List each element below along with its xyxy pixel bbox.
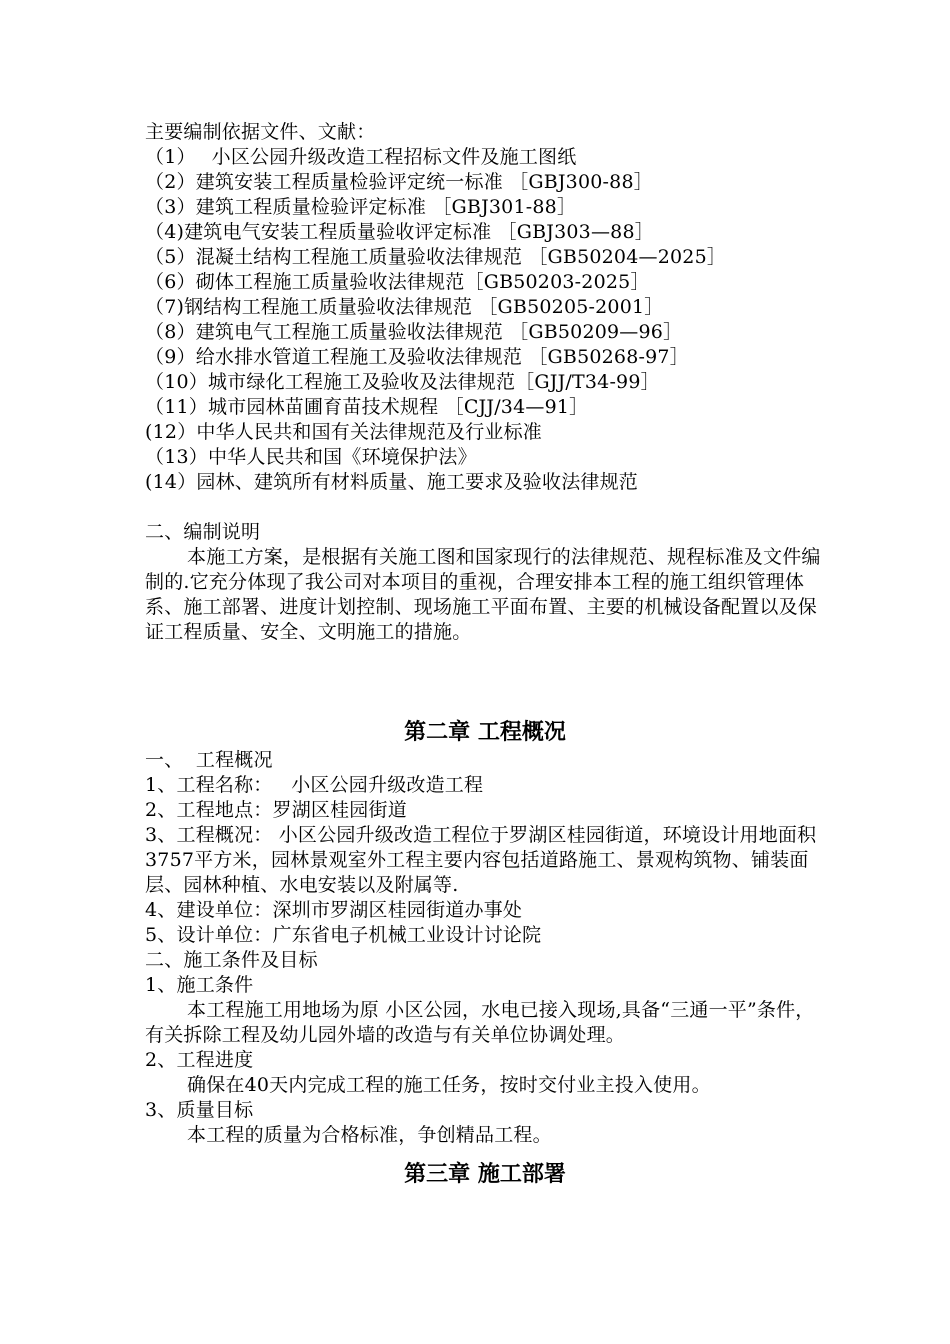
basis-item: （9）给水排水管道工程施工及验收法律规范 ［GB50268-97］	[145, 346, 689, 368]
spacer	[145, 1148, 825, 1160]
section-heading: 二、施工条件及目标	[145, 949, 318, 971]
basis-item: （8）建筑电气工程施工质量验收法律规范 ［GB50209—96］	[145, 321, 683, 343]
builder-line: 4、建设单位：深圳市罗湖区桂园街道办事处	[145, 899, 523, 921]
basis-item: （4)建筑电气安装工程质量验收评定标准 ［GBJ303—88］	[145, 221, 654, 243]
spacer	[145, 495, 825, 520]
basis-item: （11）城市园林苗圃育苗技术规程 ［CJJ/34—91］	[145, 396, 589, 418]
subsection-heading: 2、工程进度	[145, 1049, 254, 1071]
explanation-heading: 二、编制说明	[145, 521, 261, 543]
progress-body: 确保在40天内完成工程的施工任务，按时交付业主投入使用。	[187, 1074, 711, 1096]
basis-item: (12）中华人民共和国有关法律规范及行业标准	[145, 421, 542, 443]
basis-item: （10）城市绿化工程施工及验收及法律规范［GJJ/T34-99］	[145, 371, 660, 393]
section-heading: 一、 工程概况	[145, 749, 273, 771]
basis-item: (14）园林、建筑所有材料质量、施工要求及验收法律规范	[145, 471, 638, 493]
chapter-title: 第三章 施工部署	[404, 1162, 566, 1187]
quality-body: 本工程的质量为合格标准，争创精品工程。	[187, 1124, 552, 1146]
basis-heading: 主要编制依据文件、文献：	[145, 121, 376, 143]
conditions-body: 本工程施工用地场为原 小区公园，水电已接入现场,具备“三通一平”条件，有关拆除工程及幼儿园外墙的改造与有关单位协调处理。	[145, 999, 815, 1046]
document-page	[145, 120, 825, 1190]
project-overview: 3、工程概况： 小区公园升级改造工程位于罗湖区桂园街道，环境设计用地面积3757平方米，园林景观室外工程主要内容包括道路施工、景观构筑物、铺装面层、园林种植、水电安装以及附属等.	[145, 824, 817, 896]
chapter-title: 第二章 工程概况	[404, 720, 566, 745]
basis-item: （13）中华人民共和国《环境保护法》	[145, 446, 477, 468]
basis-item: （1） 小区公园升级改造工程招标文件及施工图纸	[145, 146, 577, 168]
basis-item: （7)钢结构工程施工质量验收法律规范 ［GB50205-2001］	[145, 296, 664, 318]
spacer	[145, 693, 825, 718]
basis-item: （2）建筑安装工程质量检验评定统一标准 ［GBJ300-88］	[145, 171, 653, 193]
project-name-line: 1、工程名称： 小区公园升级改造工程	[145, 774, 484, 796]
subsection-heading: 3、质量目标	[145, 1099, 254, 1121]
explanation-body: 本施工方案，是根据有关施工图和国家现行的法律规范、规程标准及文件编制的.它充分体现了我公司对本项目的重视，合理安排本工程的施工组织管理体系、施工部署、进度计划控制、现场施工平面布置、主要的机械设备配置以及保证工程质量、安全、文明施工的措施。	[145, 546, 821, 643]
basis-item: （5）混凝土结构工程施工质量验收法律规范 ［GB50204—2025］	[145, 246, 727, 268]
subsection-heading: 1、施工条件	[145, 974, 254, 996]
designer-line: 5、设计单位：广东省电子机械工业设计讨论院	[145, 924, 542, 946]
spacer	[145, 645, 825, 693]
basis-item: （3）建筑工程质量检验评定标准 ［GBJ301-88］	[145, 196, 577, 218]
project-location-line: 2、工程地点：罗湖区桂园街道	[145, 799, 407, 821]
basis-item: （6）砌体工程施工质量验收法律规范［GB50203-2025］	[145, 271, 650, 293]
